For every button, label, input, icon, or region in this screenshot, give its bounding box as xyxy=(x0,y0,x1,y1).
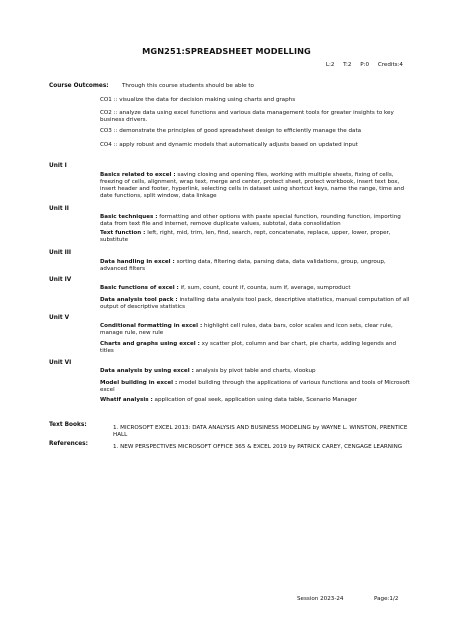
topic-body: analysis by pivot table and charts, vlookup xyxy=(193,368,316,374)
course-outcomes-label: Course Outcomes: xyxy=(49,83,109,89)
topic-body: application of goal seek, application using data table, Scenario Manager xyxy=(152,397,357,403)
topic-body: saving closing and opening files, working with multiple sheets, fixing of cells, freezing of cells, alignment, wrap text, merge and center, protect sheet, protect workbook, insert text box, insert header and footer, hyperlink, selecting cells in dataset using shortcut keys, name the range, time and date functions, split window, data linkage xyxy=(100,172,405,199)
practical-hours: P:0 xyxy=(360,62,370,68)
outcome-item: CO3 :: demonstrate the principles of good spreadsheet design to efficiently manage the data xyxy=(100,128,362,134)
text-book-item: 1. MICROSOFT EXCEL 2013: DATA ANALYSIS AND BUSINESS MODELING by WAYNE L. WINSTON, PRENTICE HALL xyxy=(113,425,408,438)
outcome-item: CO1 :: visualize the data for decision making using charts and graphs xyxy=(100,97,296,103)
unit-topic xyxy=(100,214,410,228)
topic-heading: Text function : xyxy=(100,230,146,236)
topic-body: sorting data, filtering data, parsing data, data validations, group, ungroup, advanced filters xyxy=(100,259,386,272)
outcome-item: CO2 :: analyze data using excel functions and various data management tools for greater insights to key business drivers. xyxy=(100,110,394,123)
unit-label: Unit I xyxy=(49,163,67,169)
unit-label: Unit IV xyxy=(49,277,72,283)
lecture-hours: L:2 xyxy=(325,62,335,68)
topic-heading: Basic functions of excel : xyxy=(100,285,179,291)
topic-heading: Model building in excel : xyxy=(100,380,178,386)
topic-body: model building through the applications of various functions and tools of Microsoft excel xyxy=(100,380,410,393)
topic-heading: Conditional formatting in excel : xyxy=(100,323,203,329)
topic-heading: Charts and graphs using excel : xyxy=(100,341,200,347)
unit-topic xyxy=(100,323,410,337)
unit-topic xyxy=(100,172,410,200)
course-outcomes-intro: Through this course students should be able to xyxy=(122,83,254,89)
topic-heading: Basic techniques : xyxy=(100,214,158,220)
topic-heading: Data analysis tool pack : xyxy=(100,297,178,303)
topic-body: installing data analysis tool pack, descriptive statistics, manual computation of all output of descriptive statistics xyxy=(100,297,410,310)
unit-topic xyxy=(100,230,410,244)
footer-session: Session 2023-24 xyxy=(297,596,344,602)
unit-label: Unit III xyxy=(49,250,72,256)
unit-topic xyxy=(100,368,410,375)
topic-heading: Data handling in excel : xyxy=(100,259,175,265)
unit-topic xyxy=(100,341,410,355)
unit-label: Unit II xyxy=(49,206,69,212)
unit-topic xyxy=(100,397,410,404)
topic-heading: Data analysis by using excel : xyxy=(100,368,194,374)
outcome-item: CO4 :: apply robust and dynamic models that automatically adjusts based on updated input xyxy=(100,142,358,148)
credits-line xyxy=(321,62,403,68)
topic-body: highlight cell rules, data bars, color scales and icon sets, clear rule, manage rule, new rule xyxy=(100,323,393,336)
footer-page-number: Page:1/2 xyxy=(374,596,399,602)
topic-body: if, sum, count, count if, counta, sum if, average, sumproduct xyxy=(178,285,351,291)
topic-heading: Basics related to excel : xyxy=(100,172,176,178)
tutorial-hours: T:2 xyxy=(343,62,352,68)
reference-item: 1. NEW PERSPECTIVES MICROSOFT OFFICE 365 & EXCEL 2019 by PATRICK CAREY, CENGAGE LEARNING xyxy=(113,444,403,450)
topic-heading: Whatif analysis : xyxy=(100,397,153,403)
unit-label: Unit VI xyxy=(49,360,72,366)
topic-body: xy scatter plot, column and bar chart, pie charts, adding legends and titles xyxy=(100,341,397,354)
unit-topic xyxy=(100,297,410,311)
unit-topic xyxy=(100,259,410,273)
credits-count: Credits:4 xyxy=(377,62,403,68)
unit-label: Unit V xyxy=(49,315,70,321)
topic-body: formatting and other options with paste special function, rounding function, importing data from text file and internet, remove duplicate values, subtotal, data consolidation xyxy=(100,214,401,227)
unit-topic xyxy=(100,380,410,394)
text-books-label: Text Books: xyxy=(49,422,87,428)
course-title: MGN251:SPREADSHEET MODELLING xyxy=(142,46,311,56)
references-label: References: xyxy=(49,441,88,447)
unit-topic xyxy=(100,285,410,292)
topic-body: left, right, mid, trim, len, find, search, rept, concatenate, replace, upper, lower, proper, substitute xyxy=(100,230,391,243)
